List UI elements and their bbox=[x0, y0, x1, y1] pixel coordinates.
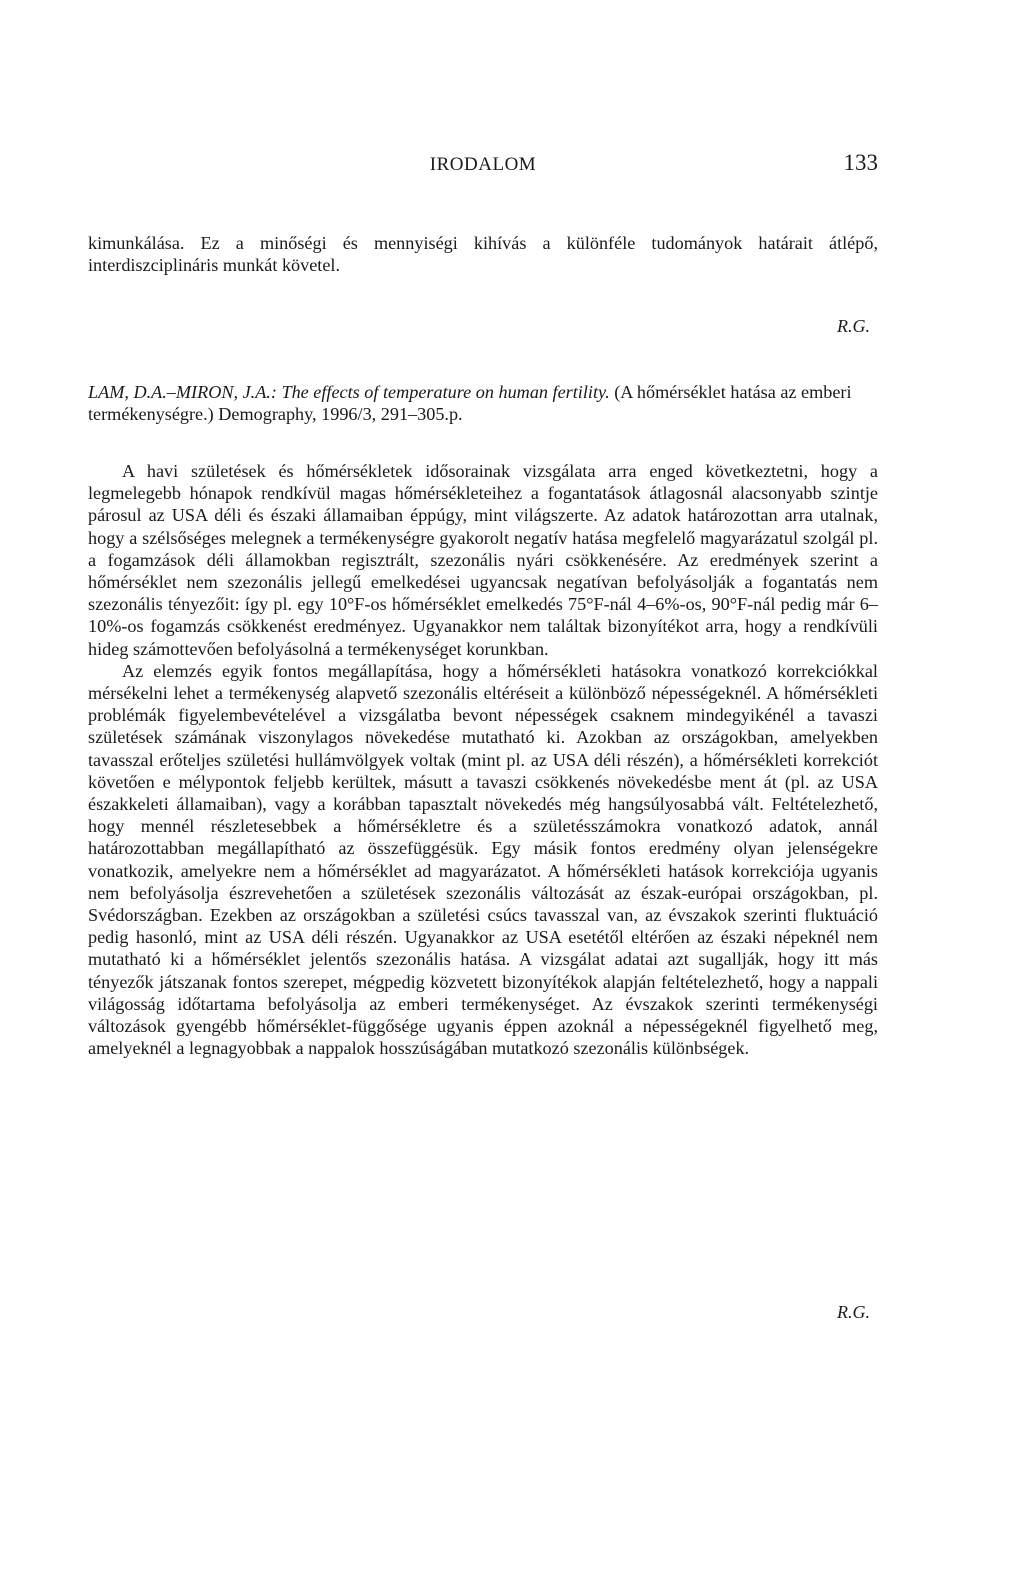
citation-title: The effects of temperature on human fertility. bbox=[281, 382, 610, 402]
citation-source: (A hőmérséklet hatása az emberi termékenységre.) Demography, 1996/3, 291–305.p. bbox=[88, 382, 852, 425]
abstract-paragraph: A havi születések és hőmérsékletek idősorainak vizsgálata arra enged következtetni, hogy a legmelegebb hónapok rendkívül magas hőmérsékleteihez a fogantatások átlagosnál alacsonyabb szintje párosul az USA déli és északi államaiban éppúgy, mint világszerte. Az adatok határozottan arra utalnak, hogy a szélsőséges melegnek a termékenységre gyakorolt negatív hatása megfelelő magyarázatul szolgál pl. a fogamzások déli államokban regisztrált, szezonális nyári csökkenésére. Az eredmények szerint a hőmérséklet nem szezonális jellegű emelkedései ugyancsak negatívan befolyásolják a fogantatás nem szezonális tényezőit: így pl. egy 10°F-os hőmérséklet emelkedés 75°F-nál 4–6%-os, 90°F-nál pedig már 6–10%-os fogamzás csökkenést eredményez. Ugyanakkor nem találtak bizonyítékot arra, hogy a rendkívüli hideg számottevően befolyásolná a termékenységet korunkban. bbox=[88, 461, 878, 659]
signature-initials: R.G. bbox=[837, 316, 870, 336]
running-title: IRODALOM bbox=[429, 154, 537, 175]
bibliographic-citation bbox=[88, 381, 878, 425]
abstract-paragraph: Az elemzés egyik fontos megállapítása, hogy a hőmérsékleti hatásokra vonatkozó korrekciókkal mérsékelni lehet a termékenység alapvető szezonális eltéréseit a különböző népességeknél. A hőmérsékleti problémák figyelembevételével a vizsgálatba bevont népességek csaknem mindegyikénél a tavaszi születések számának viszonylagos növekedése mutatható ki. Azokban az országokban, amelyekben tavasszal erőteljes születési hullámvölgyek voltak (mint pl. az USA déli részén), a hőmérsékleti korrekciót követően e mélypontok feljebb kerültek, másutt a tavaszi csökkenés növekedésbe ment át (pl. az USA északkeleti államaiban), vagy a korábban tapasztalt növekedés még hangsúlyosabbá vált. Feltételezhető, hogy mennél részletesebbek a hőmérsékletre és a születésszámokra vonatkozó adatok, annál határozottabban megállapítható az összefüggésük. Egy másik fontos eredmény olyan jelenségekre vonatkozik, amelyekre nem a hőmérséklet ad magyarázatot. A hőmérsékleti hatások korrekciója ugyanis nem befolyásolja észrevehetően a születések szezonális változását az észak-európai országokban, pl. Svédországban. Ezekben az országokban a születési csúcs tavasszal van, az évszakok szerinti fluktuáció pedig hasonló, mint az USA déli részén. Ugyanakkor az USA esetétől eltérően az északi népeknél nem mutatható ki a hőmérséklet jelentős szezonális hatása. A vizsgálat adatai azt sugallják, hogy itt más tényezők játszanak fontos szerepet, mégpedig közvetett bizonyítékok alapján feltételezhető, hogy a nappali világosság időtartama befolyásolja az emberi termékenységet. Az évszakok szerinti termékenységi változások gyengébb hőmérséklet-függősége ugyanis éppen azoknál a népességeknél figyelhető meg, amelyeknél a legnagyobbak a nappalok hosszúságában mutatkozó szezonális különbségek. bbox=[88, 660, 878, 1059]
signature-initials: R.G. bbox=[837, 1302, 870, 1322]
abstract-body bbox=[88, 460, 878, 1059]
page-number: 133 bbox=[843, 150, 878, 175]
intro-paragraph: kimunkálása. Ez a minőségi és mennyiségi kihívás a különféle tudományok határait átlépő, interdiszciplináris munkát követel. bbox=[88, 233, 878, 276]
running-head bbox=[88, 150, 878, 182]
citation-authors: LAM, D.A.–MIRON, J.A.: bbox=[88, 382, 277, 402]
document-page bbox=[88, 0, 878, 1572]
